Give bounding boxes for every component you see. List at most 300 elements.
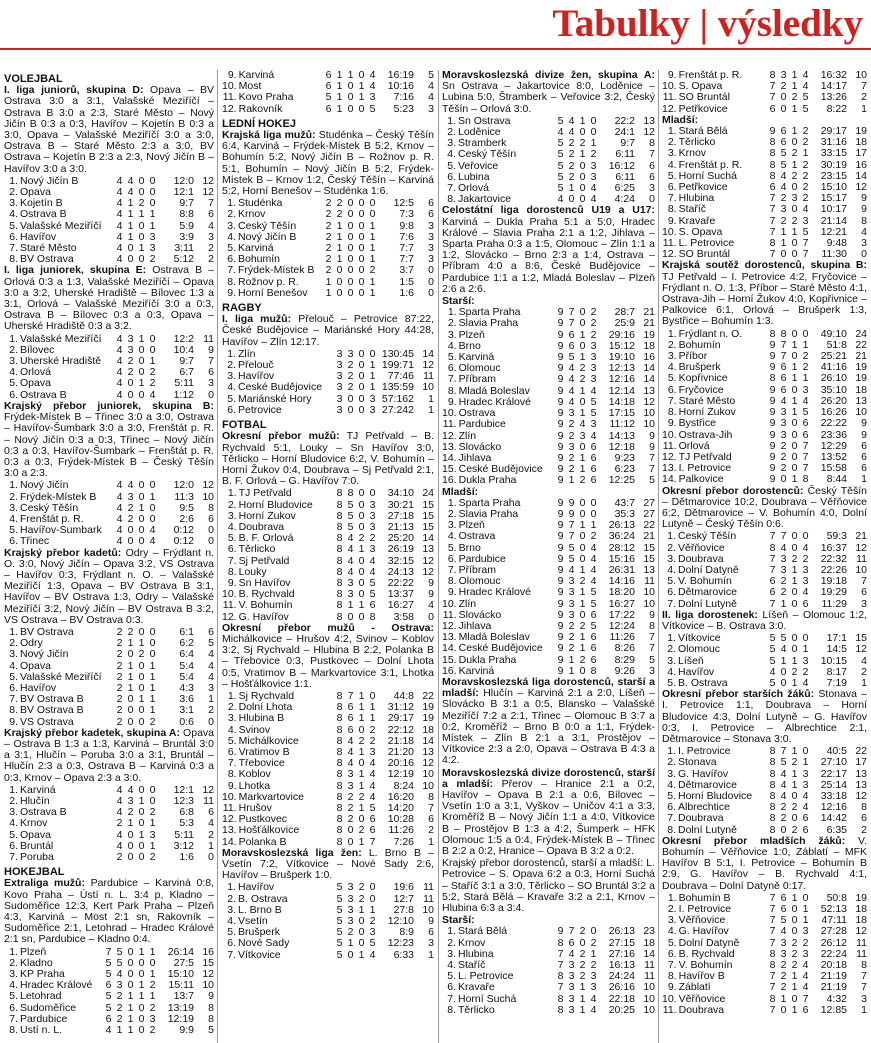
stat-cell: 0	[791, 632, 798, 645]
stat-cell: 1	[138, 242, 145, 255]
points-cell: 0	[208, 388, 214, 401]
stat-cell: 1	[369, 286, 376, 299]
stat-cell: 0	[802, 632, 809, 645]
stat-cell: 0	[358, 723, 365, 736]
stat-cell: 0	[791, 541, 798, 554]
score-cell: 22:26	[820, 563, 847, 576]
score-cell: 26:13	[608, 519, 635, 532]
rank-cell: 4.	[227, 381, 236, 394]
stat-cell: 2	[802, 181, 809, 194]
rank-cell: 1.	[667, 891, 677, 904]
match-results: Opava – BV Ostrava 3:0 a 3:1, Valašské Meziříčí – Ostrava B 3:0 a 2:3, Staré Město – Nový Jičín B 0:3 a 0:3, Havířov – Kojetín B 0:3 a 3:0, Opava – Valašské Meziříčí 3:0 a 3:0, Ostrava B – Staré Město 2:3 a 3:0, BV Ostrava – Kojetín B 2:3 a 2:3, Nový Jičín B – Havířov 3:0 a 3:0.	[4, 84, 214, 175]
score-cell: 21:18	[387, 734, 414, 747]
points-cell: 10	[855, 563, 867, 576]
stat-cell: 0	[149, 174, 156, 187]
stat-cell: 7	[769, 597, 776, 610]
stat-cell: 0	[347, 275, 354, 288]
stat-cell: 2	[127, 625, 134, 638]
points-cell: 2	[861, 91, 867, 104]
points-cell: 13	[643, 563, 655, 576]
stat-cell: 9	[769, 394, 776, 407]
table-row	[662, 926, 867, 937]
table-row	[4, 818, 214, 829]
stat-cell: 0	[347, 610, 354, 623]
stat-cell: 2	[347, 381, 354, 394]
stat-cell: 5	[116, 956, 123, 969]
team-cell: Sparta Praha	[458, 497, 521, 509]
stat-cell: 1	[579, 148, 586, 161]
team-cell: Olomouc	[458, 576, 501, 588]
stat-cell: 2	[149, 806, 156, 819]
stat-cell: 4	[780, 169, 787, 182]
stat-cell: 4	[116, 795, 123, 807]
score-cell: 5:4	[179, 659, 194, 672]
score-cell: 25:14	[820, 778, 847, 791]
team-cell: BV Ostrava	[20, 254, 74, 266]
team-cell: Stará Bělá	[458, 926, 508, 938]
rank-cell: 2.	[9, 956, 18, 969]
results-text	[442, 677, 655, 767]
stat-cell: 1	[791, 767, 798, 780]
rank-cell: 2.	[9, 186, 18, 199]
stat-cell: 2	[369, 915, 376, 928]
rank-cell: 3.	[667, 147, 677, 160]
table-row	[222, 882, 434, 893]
stat-cell: 6	[590, 474, 597, 487]
team-cell: Karviná	[458, 665, 495, 677]
points-cell: 4	[428, 91, 434, 104]
stat-cell: 7	[780, 745, 787, 758]
team-cell: Opava	[20, 187, 51, 199]
rank-cell: 6.	[667, 947, 677, 960]
points-cell: 4	[208, 659, 214, 672]
stat-cell: 7	[769, 970, 776, 983]
score-cell: 16:32	[820, 70, 847, 81]
stat-cell: 1	[791, 1003, 798, 1016]
results-text	[662, 689, 867, 745]
stat-cell: 1	[791, 372, 798, 385]
score-cell: 10:4	[173, 343, 194, 356]
stat-cell: 0	[791, 450, 798, 463]
stat-cell: 3	[590, 362, 597, 375]
standings-table	[662, 531, 867, 609]
stat-cell: 0	[127, 535, 134, 548]
stat-cell: 1	[568, 664, 575, 677]
stat-cell: 4	[116, 230, 123, 243]
points-cell: 2	[208, 253, 214, 266]
results-paragraph	[662, 836, 867, 892]
stat-cell: 7	[568, 530, 575, 543]
stat-cell: 1	[336, 219, 343, 232]
stat-cell: 0	[358, 253, 365, 266]
team-cell: Český Těšín	[458, 149, 517, 161]
team-cell: Hradec Králové	[20, 980, 93, 992]
stat-cell: 1	[149, 693, 156, 706]
score-cell: 15:12	[608, 339, 635, 352]
stat-cell: 8	[336, 790, 343, 803]
team-cell: Doubrava	[678, 553, 724, 565]
score-cell: 16:27	[608, 597, 635, 610]
team-cell: Dolní Lhota	[238, 702, 293, 714]
stat-cell: 5	[347, 509, 354, 522]
stat-cell: 2	[579, 137, 586, 150]
stat-cell: 0	[127, 851, 134, 864]
stat-cell: 3	[780, 563, 787, 576]
points-cell: 21	[643, 317, 655, 330]
stat-cell: 1	[127, 990, 134, 1003]
stat-cell: 8	[769, 147, 776, 160]
team-cell: Hradec Králové	[458, 396, 531, 408]
stat-cell: 4	[568, 126, 575, 139]
points-cell: 19	[422, 701, 434, 714]
rank-cell: 11.	[222, 91, 237, 104]
rank-cell: 4.	[667, 563, 676, 576]
rank-cell: 2.	[9, 490, 18, 503]
stat-cell: 9	[557, 429, 564, 442]
points-cell: 1	[861, 473, 867, 486]
rank-cell: 3.	[447, 137, 456, 150]
stat-cell: 0	[579, 395, 586, 408]
team-cell: Most	[238, 81, 262, 93]
team-cell: Pardubice	[20, 1013, 68, 1025]
team-cell: Slavia Praha	[458, 508, 519, 520]
stat-cell: 1	[579, 586, 586, 599]
standings-table	[662, 126, 867, 260]
competition-name: Extraliga mužů:	[4, 877, 85, 890]
stat-cell: 7	[568, 306, 575, 319]
score-cell: 12:23	[387, 937, 414, 950]
rank-cell: 1.	[9, 945, 18, 958]
stat-cell: 1	[579, 351, 586, 364]
stat-cell: 0	[802, 327, 809, 340]
stat-cell: 1	[138, 979, 145, 992]
header-rule	[0, 48, 871, 50]
points-cell: 15	[202, 956, 214, 969]
rank-cell: 9.	[667, 214, 677, 227]
score-cell: 20:16	[387, 757, 414, 770]
points-cell: 24	[855, 327, 867, 340]
stat-cell: 2	[149, 851, 156, 864]
score-cell: 1:12	[173, 388, 194, 401]
team-cell: Vítkovice	[678, 633, 721, 645]
stat-cell: 1	[358, 745, 365, 758]
score-cell: 6:1	[179, 625, 194, 638]
score-cell: 41:16	[820, 361, 847, 374]
stat-cell: 3	[336, 370, 343, 383]
stat-cell: 2	[579, 373, 586, 386]
points-cell: 18	[855, 914, 867, 927]
stat-cell: 0	[138, 479, 145, 492]
stat-cell: 9	[557, 597, 564, 610]
results-text	[4, 85, 214, 175]
stat-cell: 9	[557, 925, 564, 938]
stat-cell: 0	[791, 790, 798, 802]
team-cell: Havířov	[238, 882, 275, 894]
score-cell: 26:19	[387, 543, 414, 556]
stat-cell: 7	[802, 248, 809, 261]
stat-cell: 6	[325, 70, 332, 81]
score-cell: 14:17	[820, 80, 847, 93]
column-divider	[658, 70, 659, 1043]
stat-cell: 2	[568, 631, 575, 644]
score-cell: 2:6	[179, 512, 194, 525]
rank-cell: 4.	[667, 665, 676, 678]
team-cell: Ústí n. L.	[20, 1025, 63, 1037]
points-cell: 22	[643, 519, 655, 532]
stat-cell: 5	[369, 576, 376, 589]
score-cell: 12:25	[608, 474, 635, 487]
score-cell: 6:33	[393, 948, 414, 961]
points-cell: 9	[649, 608, 655, 621]
stat-cell: 1	[336, 230, 343, 243]
rank-cell: 4.	[227, 230, 236, 243]
points-cell: 10	[643, 597, 655, 610]
points-cell: 0	[208, 524, 214, 537]
rank-cell: 3.	[9, 648, 18, 661]
stat-cell: 0	[347, 403, 354, 416]
team-cell: Frýdek-Místek B	[20, 491, 97, 503]
score-cell: 12:16	[608, 373, 635, 386]
stat-cell: 5	[336, 881, 343, 894]
rank-cell: 2.	[667, 338, 677, 351]
stat-cell: 2	[347, 370, 354, 383]
stat-cell: 9	[557, 463, 564, 476]
team-cell: Staříč	[458, 960, 486, 972]
team-cell: Havířov	[20, 231, 57, 243]
stat-cell: 4	[116, 512, 123, 525]
points-cell: 4	[208, 219, 214, 232]
stat-cell: 7	[769, 91, 776, 104]
stat-cell: 4	[590, 1003, 597, 1016]
team-cell: Dukla Praha	[458, 475, 517, 487]
stat-cell: 3	[369, 498, 376, 511]
stat-cell: 2	[780, 214, 787, 227]
stat-cell: 4	[369, 80, 376, 93]
rank-cell: 11.	[222, 599, 237, 612]
competition-name: Moravskoslezská divize dorostenců, starší a mladší:	[442, 766, 655, 790]
stat-cell: 9	[769, 125, 776, 138]
stat-cell: 1	[138, 795, 145, 807]
stat-cell: 6	[369, 599, 376, 612]
team-cell: Bílovec	[20, 344, 55, 356]
points-cell: 3	[861, 237, 867, 250]
stat-cell: 0	[579, 936, 586, 949]
rank-cell: 12.	[222, 610, 237, 623]
stat-cell: 2	[802, 350, 809, 363]
competition-name: Moravskoslezská liga dorostenců, starší a mladší:	[442, 675, 655, 700]
stat-cell: 4	[127, 783, 134, 796]
standings-table	[442, 926, 655, 1016]
points-cell: 4	[208, 670, 214, 683]
rank-cell: 4.	[227, 520, 237, 533]
stat-cell: 2	[325, 208, 332, 221]
points-cell: 0	[428, 275, 434, 288]
score-cell: 14:18	[608, 395, 635, 408]
stat-cell: 0	[358, 610, 365, 623]
team-cell: Brno	[458, 542, 481, 554]
stat-cell: 5	[105, 956, 112, 969]
team-cell: Slovácko	[458, 609, 502, 621]
rank-cell: 11.	[662, 91, 677, 104]
rank-cell: 6.	[667, 383, 677, 396]
results-text	[4, 728, 214, 784]
stat-cell: 2	[579, 474, 586, 487]
stat-cell: 0	[127, 968, 134, 981]
rank-cell: 8.	[667, 203, 677, 216]
stat-cell: 1	[149, 839, 156, 852]
stat-cell: 8	[769, 778, 776, 791]
stat-cell: 0	[127, 524, 134, 537]
stat-cell: 2	[149, 1024, 156, 1037]
stat-cell: 0	[149, 512, 156, 525]
score-cell: 6:4	[179, 648, 194, 661]
points-cell: 27	[643, 507, 655, 520]
team-cell: Dukla Praha	[458, 654, 517, 666]
stat-cell: 1	[791, 158, 798, 171]
stat-cell: 2	[791, 959, 798, 972]
stat-cell: 4	[590, 563, 597, 576]
stat-cell: 8	[336, 835, 343, 848]
rank-cell: 5.	[667, 169, 677, 182]
stat-cell: 6	[105, 1012, 112, 1025]
score-cell: 11:3	[174, 490, 194, 503]
stat-cell: 1	[149, 355, 156, 368]
stat-cell: 3	[802, 778, 809, 791]
team-cell: Lhotka	[238, 780, 271, 792]
results-paragraph	[442, 768, 655, 858]
stat-cell: 1	[590, 519, 597, 532]
score-cell: 9:7	[179, 355, 194, 368]
team-cell: Studénka	[238, 198, 283, 210]
score-cell: 24:1	[614, 126, 635, 139]
score-cell: 12:14	[608, 384, 635, 397]
points-cell: 19	[643, 328, 655, 341]
rank-cell: 4.	[447, 959, 456, 972]
team-cell: TJ Petřvald	[678, 451, 732, 463]
stat-cell: 8	[336, 802, 343, 814]
team-cell: České Budějovice	[458, 464, 543, 476]
score-cell: 26:13	[608, 925, 635, 938]
stat-cell: 1	[802, 756, 809, 769]
competition-name: Krajský přebor juniorek, skupina B:	[4, 399, 214, 412]
stat-cell: 0	[138, 1024, 145, 1037]
table-row	[442, 318, 655, 329]
stat-cell: 0	[358, 347, 365, 360]
stat-cell: 6	[802, 428, 809, 441]
standings-table	[442, 307, 655, 486]
stat-cell: 3	[149, 230, 156, 243]
results-paragraph	[222, 130, 434, 197]
stat-cell: 8	[769, 823, 776, 836]
stat-cell: 5	[369, 937, 376, 950]
points-cell: 3	[428, 102, 434, 115]
stat-cell: 4	[116, 242, 123, 255]
rank-cell: 1.	[447, 306, 457, 319]
stat-cell: 5	[802, 406, 809, 419]
stat-cell: 1	[780, 654, 787, 667]
table-row	[442, 643, 655, 654]
score-cell: 7:16	[393, 91, 414, 104]
score-cell: 12:3	[173, 795, 194, 807]
stat-cell: 2	[791, 665, 798, 678]
score-cell: 15:17	[820, 192, 847, 205]
team-cell: Odry	[20, 638, 43, 650]
results-paragraph	[662, 486, 867, 531]
stat-cell: 0	[138, 230, 145, 243]
stat-cell: 6	[769, 575, 776, 588]
stat-cell: 9	[557, 575, 564, 588]
stat-cell: 4	[568, 114, 575, 127]
rank-cell: 10.	[442, 597, 457, 610]
standings-table	[662, 893, 867, 1016]
points-cell: 10	[202, 979, 214, 992]
stat-cell: 7	[568, 925, 575, 938]
rank-cell: 13.	[662, 462, 677, 475]
stat-cell: 0	[358, 208, 365, 221]
stat-cell: 9	[557, 384, 564, 397]
stat-cell: 0	[358, 381, 365, 394]
score-cell: 4:24	[614, 193, 635, 206]
stat-cell: 1	[358, 689, 365, 702]
stat-cell: 3	[347, 892, 354, 905]
team-cell: Doubrava	[678, 813, 724, 825]
stat-cell: 0	[347, 253, 354, 266]
stat-cell: 8	[769, 541, 776, 554]
rank-cell: 9.	[667, 417, 677, 430]
rank-cell: 7.	[447, 992, 456, 1005]
team-cell: Třinec	[20, 536, 50, 548]
stat-cell: 5	[105, 1001, 112, 1014]
stat-cell: 8	[336, 576, 343, 589]
points-cell: 9	[861, 428, 867, 441]
stat-cell: 1	[791, 981, 798, 994]
results-text	[4, 548, 214, 626]
stat-cell: 2	[369, 723, 376, 736]
points-cell: 7	[861, 970, 867, 983]
table-row	[662, 92, 867, 103]
stat-cell: 1	[791, 70, 798, 81]
stat-cell: 4	[127, 186, 134, 199]
stat-cell: 4	[780, 643, 787, 656]
stat-cell: 3	[568, 959, 575, 972]
points-cell: 6	[208, 208, 214, 221]
stat-cell: 7	[557, 981, 564, 994]
stat-cell: 0	[358, 915, 365, 928]
stat-cell: 3	[336, 392, 343, 405]
stat-cell: 1	[791, 225, 798, 238]
stat-cell: 4	[116, 524, 123, 537]
rank-cell: 1.	[447, 925, 456, 938]
stat-cell: 5	[336, 948, 343, 961]
stat-cell: 0	[791, 181, 798, 194]
team-cell: Mladá Boleslav	[458, 385, 530, 397]
rank-cell: 6.	[227, 745, 237, 758]
rank-cell: 1.	[9, 479, 18, 492]
points-cell: 16	[202, 945, 214, 958]
points-cell: 1	[428, 403, 434, 416]
points-cell: 27	[643, 496, 655, 509]
score-cell: 22:17	[820, 767, 847, 780]
stat-cell: 4	[780, 778, 787, 791]
team-cell: Jihlava	[458, 620, 492, 632]
points-cell: 7	[208, 197, 214, 210]
points-cell: 2	[208, 704, 214, 717]
points-cell: 11	[203, 332, 214, 345]
team-cell: Ostrava	[458, 531, 496, 543]
table-row	[222, 488, 434, 499]
stat-cell: 5	[769, 632, 776, 645]
score-cell: 1:6	[179, 851, 194, 864]
